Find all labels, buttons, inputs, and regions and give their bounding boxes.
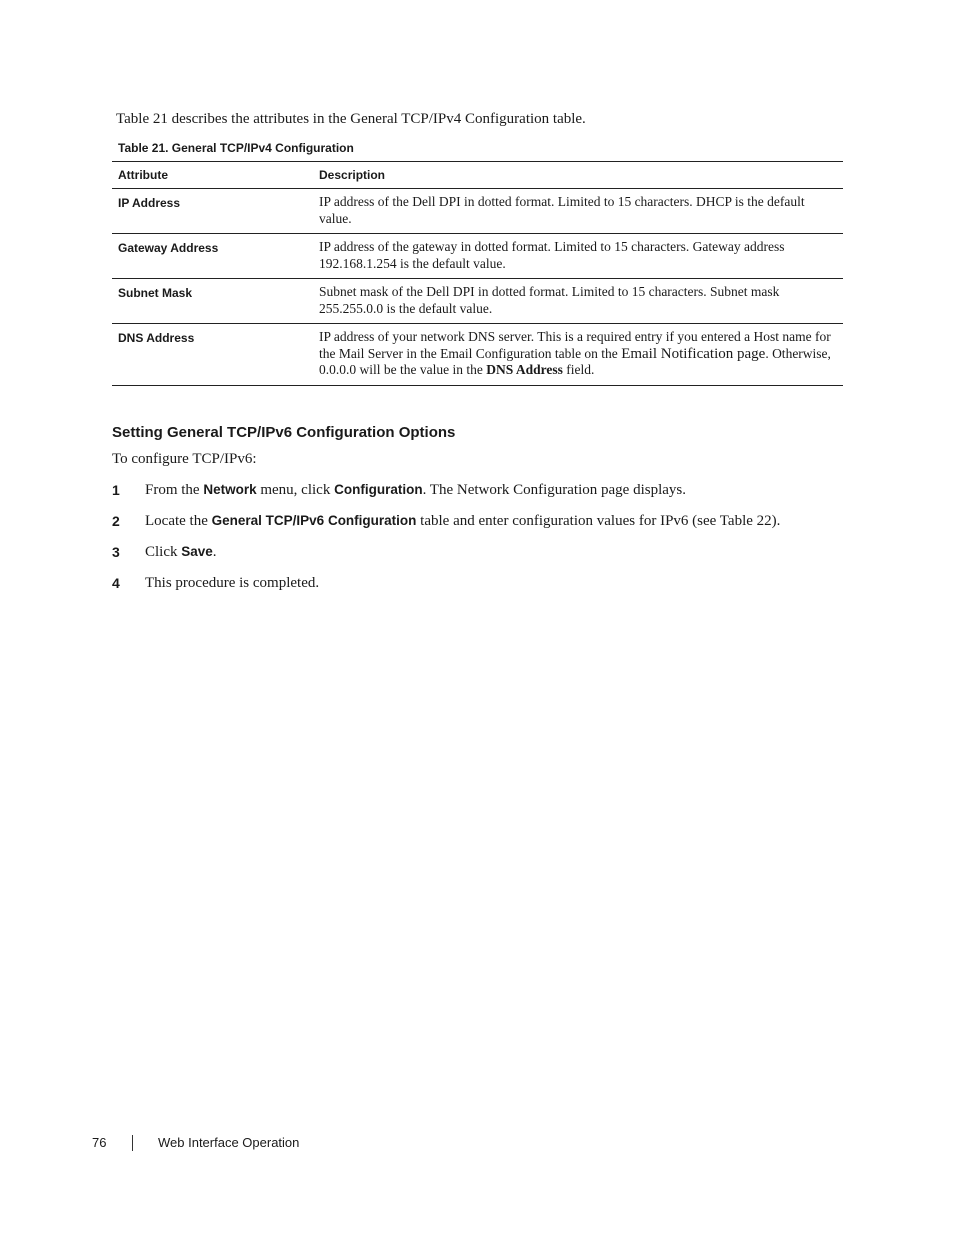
row-attribute: Subnet Mask: [118, 286, 193, 300]
desc-text: . Otherwise, 0.0.0.0 will be the value in the: [319, 345, 831, 377]
step-number: 4: [112, 575, 120, 591]
row-description: IP address of the Dell DPI in dotted format. Limited to 15 characters. DHCP is the default value.: [319, 194, 805, 226]
ipv6-table-ref: General TCP/IPv6 Configuration: [211, 513, 417, 528]
table-row: [112, 234, 843, 279]
table-row: [112, 279, 843, 324]
step-text: [145, 480, 686, 500]
table-caption: Table 21. General TCP/IPv4 Configuration: [118, 141, 354, 155]
header-attribute: Attribute: [118, 168, 168, 182]
table-row: [112, 324, 843, 386]
step-text-part: .: [212, 544, 217, 560]
intro-paragraph: Table 21 describes the attributes in the General TCP/IPv4 Configuration table.: [116, 111, 586, 127]
save-button-ref: Save: [181, 544, 213, 559]
attribute-table: [112, 161, 843, 386]
page-number: 76: [92, 1135, 107, 1150]
network-menu-ref: Network: [203, 482, 257, 497]
step-text-part: . The Network Configuration page displays.: [422, 482, 687, 498]
footer-title: Web Interface Operation: [158, 1135, 300, 1150]
step-text: [145, 573, 319, 593]
step-item: [112, 573, 832, 604]
step-item: [112, 480, 832, 511]
step-item: [112, 542, 832, 573]
step-text-part: This procedure is completed.: [145, 575, 320, 591]
section-heading: Setting General TCP/IPv6 Configuration Options: [112, 424, 456, 441]
step-text-part: table and enter configuration values for IPv6 (see Table 22).: [416, 513, 781, 529]
procedure-lead: To configure TCP/IPv6:: [112, 451, 257, 467]
step-text-part: Click: [145, 544, 182, 560]
step-text-part: From the: [145, 482, 204, 498]
row-description: Subnet mask of the Dell DPI in dotted format. Limited to 15 characters. Subnet mask 255.255.0.0 is the default value.: [319, 284, 780, 316]
step-text-part: Locate the: [145, 513, 212, 529]
table-row: [112, 189, 843, 234]
row-description: IP address of the gateway in dotted format. Limited to 15 characters. Gateway address 192.168.1.254 is the default value.: [319, 239, 785, 271]
step-item: [112, 511, 832, 542]
tcp-ipv4-table: [112, 161, 843, 386]
configuration-menu-ref: Configuration: [334, 482, 423, 497]
step-number: 2: [112, 513, 120, 529]
footer-divider: [132, 1135, 133, 1151]
row-description: [313, 324, 843, 386]
desc-text: field.: [562, 362, 595, 377]
desc-text: IP address of your network DNS server. This is a required entry if you entered a Host name for the Mail Server in the Email Configuration table on the: [319, 329, 831, 361]
step-text: [145, 542, 217, 562]
step-number: 1: [112, 482, 120, 498]
step-text: [145, 511, 780, 531]
row-attribute: Gateway Address: [118, 241, 219, 255]
row-attribute: DNS Address: [118, 331, 195, 345]
dns-address-field-ref: DNS Address: [486, 362, 563, 377]
step-text-part: menu, click: [256, 482, 335, 498]
email-notification-page-ref: Email Notification page: [621, 345, 766, 362]
row-attribute: IP Address: [118, 196, 181, 210]
step-number: 3: [112, 544, 120, 560]
procedure-steps: [112, 480, 832, 604]
table-header-row: [112, 162, 843, 189]
header-description: Description: [319, 168, 386, 182]
